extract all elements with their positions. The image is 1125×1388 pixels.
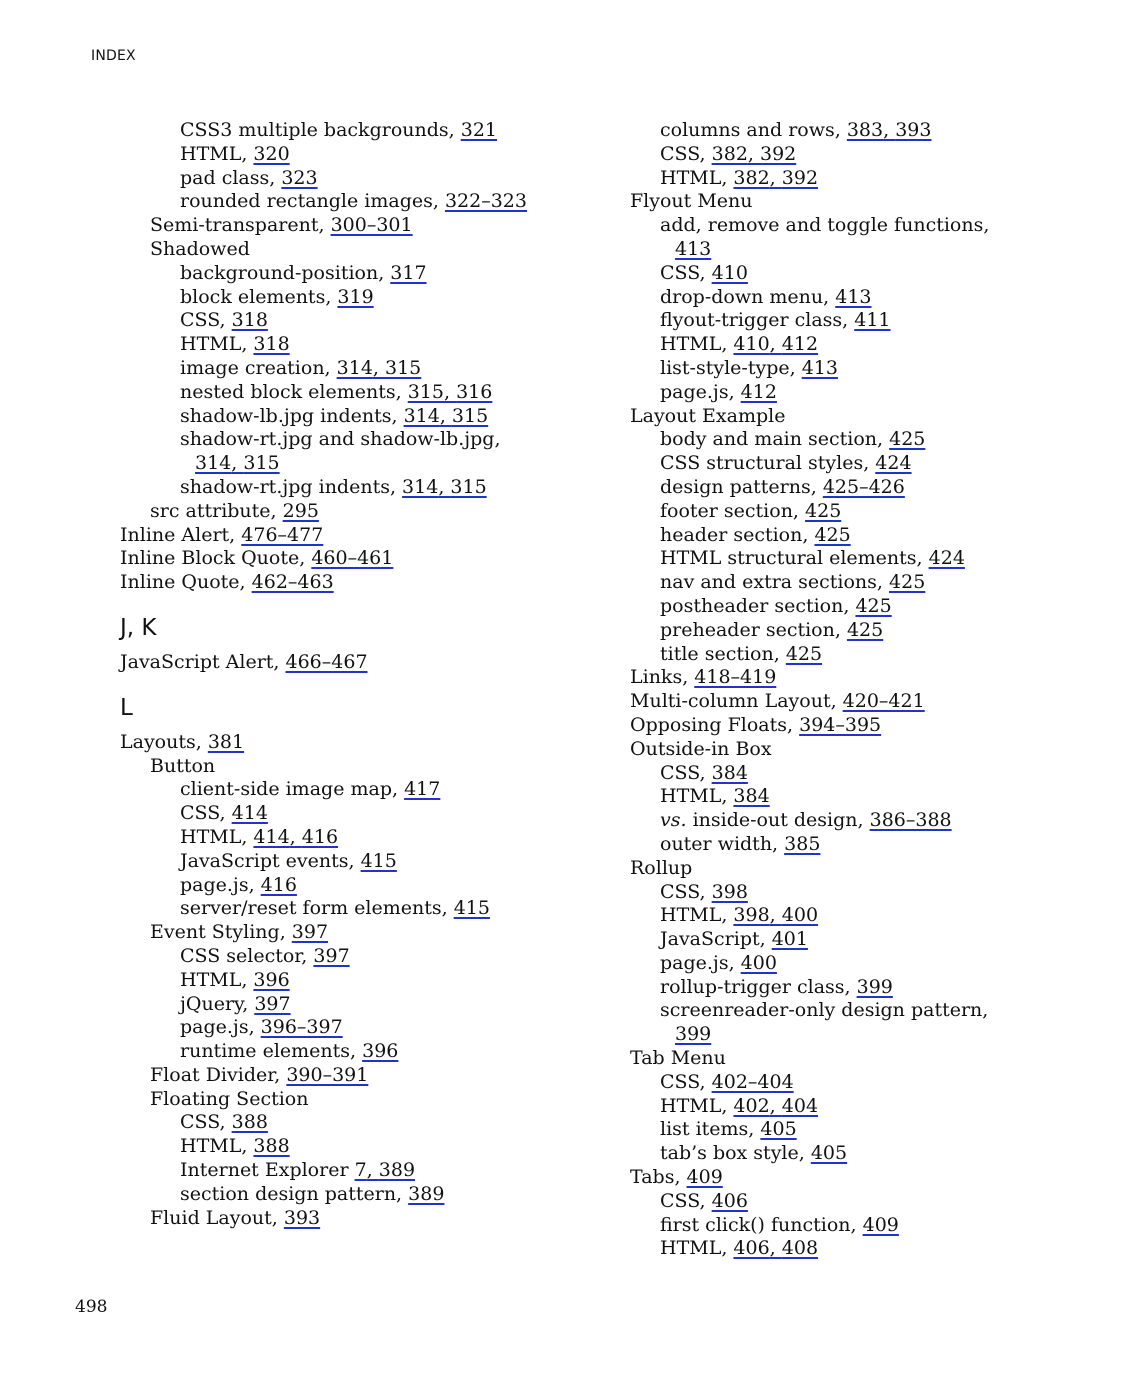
- entry-term: CSS,: [660, 761, 712, 784]
- index-entry: [120, 547, 590, 571]
- index-entry: [120, 1064, 590, 1088]
- section-heading: J, K: [120, 614, 157, 641]
- entry-term: CSS,: [660, 1189, 712, 1212]
- page-link[interactable]: 390–391: [286, 1063, 369, 1086]
- page-link[interactable]: 319: [337, 285, 374, 308]
- index-entry: [630, 262, 1110, 286]
- page-link[interactable]: 410: [733, 333, 770, 356]
- page-link[interactable]: 314: [195, 452, 232, 475]
- page-link[interactable]: 413: [801, 356, 838, 379]
- entry-term: HTML,: [660, 1094, 734, 1117]
- entry-term: src attribute,: [150, 499, 283, 522]
- entry-term: HTML,: [180, 968, 254, 991]
- entry-term: columns and rows,: [660, 119, 847, 141]
- entry-term: HTML,: [660, 166, 734, 189]
- page-link[interactable]: 300–301: [330, 214, 413, 237]
- page-link[interactable]: 424: [928, 547, 965, 570]
- entry-term: Inline Block Quote,: [120, 547, 312, 570]
- index-entry: [630, 452, 1110, 476]
- index-entry: [630, 643, 1110, 667]
- page-separator: ,: [289, 825, 302, 848]
- index-column-left: [120, 119, 590, 1230]
- index-entry: [120, 452, 590, 476]
- entry-term: HTML,: [180, 825, 254, 848]
- page-link[interactable]: 382: [711, 142, 748, 165]
- entry-term: block elements,: [180, 285, 338, 308]
- entry-term: CSS,: [660, 880, 712, 903]
- index-entry: [120, 969, 590, 993]
- page-link[interactable]: 316: [456, 380, 493, 403]
- page-link[interactable]: 318: [253, 333, 290, 356]
- index-entry: [120, 802, 590, 826]
- entry-term: shadow-rt.jpg and shadow-lb.jpg,: [180, 428, 501, 451]
- page-separator: ,: [769, 904, 782, 927]
- index-entry: [630, 1237, 1110, 1261]
- entry-term: HTML,: [660, 785, 734, 808]
- page-link[interactable]: 425: [785, 642, 823, 665]
- entry-term: Flyout Menu: [630, 190, 753, 213]
- page-link[interactable]: 415: [453, 897, 490, 920]
- page-link[interactable]: 418–419: [694, 666, 777, 689]
- index-entry: [630, 762, 1110, 786]
- page-link[interactable]: 476–477: [241, 523, 324, 546]
- page-link[interactable]: 399: [856, 975, 893, 998]
- index-entry: [630, 190, 1110, 214]
- entry-term: Event Styling,: [150, 921, 292, 944]
- index-entry: [630, 238, 1110, 262]
- page-link[interactable]: 412: [781, 333, 819, 356]
- page-link[interactable]: 315: [243, 452, 280, 475]
- index-entry: [120, 476, 590, 500]
- index-entry: [630, 928, 1110, 952]
- index-entry: [630, 999, 1110, 1023]
- page-link[interactable]: 323: [281, 166, 318, 189]
- index-entry: [120, 921, 590, 945]
- page-link[interactable]: 411: [854, 309, 891, 332]
- page-link[interactable]: 393: [895, 119, 932, 141]
- index-entry: [630, 381, 1110, 405]
- page-link[interactable]: 315: [451, 404, 489, 427]
- entry-term: CSS,: [660, 1070, 712, 1093]
- index-entry: [120, 381, 590, 405]
- entry-term: HTML,: [660, 904, 734, 927]
- entry-term: body and main section,: [660, 428, 890, 451]
- index-entry: [630, 595, 1110, 619]
- page-link[interactable]: 410: [711, 261, 748, 284]
- index-entry: [120, 262, 590, 286]
- entry-term: Float Divider,: [150, 1063, 287, 1086]
- entry-term: Floating Section: [150, 1087, 309, 1110]
- index-entry: [630, 1190, 1110, 1214]
- index-entry: [120, 1159, 590, 1183]
- index-entry: [630, 1118, 1110, 1142]
- page-link[interactable]: 466–467: [285, 650, 368, 673]
- entry-term: Inline Quote,: [120, 571, 252, 594]
- page-link[interactable]: 392: [781, 166, 819, 189]
- page-link[interactable]: 405: [760, 1118, 797, 1141]
- index-entry: [120, 309, 590, 333]
- page-link[interactable]: 402–404: [711, 1070, 794, 1093]
- page-link[interactable]: 399: [675, 1023, 712, 1046]
- page-link[interactable]: 389: [408, 1182, 445, 1205]
- index-entry: [120, 1111, 590, 1135]
- index-entry: [120, 524, 590, 548]
- index-column-right: [630, 119, 1110, 1261]
- entry-term: Inline Alert,: [120, 523, 242, 546]
- entry-term: outer width,: [660, 832, 785, 855]
- index-entry: [120, 651, 590, 675]
- entry-term: Semi-transparent,: [150, 214, 331, 237]
- entry-term: image creation,: [180, 356, 337, 379]
- index-entry: [630, 547, 1110, 571]
- entry-term: rounded rectangle images,: [180, 190, 445, 213]
- page-link[interactable]: 412: [740, 380, 777, 403]
- entry-term: CSS,: [180, 309, 232, 332]
- index-entry: [120, 778, 590, 802]
- page-link[interactable]: 414: [253, 825, 290, 848]
- index-entry: [630, 714, 1110, 738]
- entry-term: nested block elements,: [180, 380, 408, 403]
- page-link[interactable]: 396–397: [260, 1016, 343, 1039]
- index-entry: [120, 190, 590, 214]
- index-entry: [120, 1040, 590, 1064]
- page-link[interactable]: 397: [313, 944, 350, 967]
- page-link[interactable]: 425: [846, 618, 884, 641]
- entry-term: JavaScript Alert,: [120, 650, 286, 673]
- index-entry: [630, 1142, 1110, 1166]
- page-separator: ,: [769, 1094, 782, 1117]
- page-link[interactable]: 414: [231, 802, 268, 825]
- entry-term: pad class,: [180, 166, 282, 189]
- page-link[interactable]: 400: [740, 951, 777, 974]
- index-entry: [120, 1207, 590, 1231]
- page-link[interactable]: 400: [781, 904, 819, 927]
- index-entry: [120, 143, 590, 167]
- index-entry: [630, 286, 1110, 310]
- page-link[interactable]: 401: [771, 928, 808, 951]
- entry-term: HTML,: [180, 142, 254, 165]
- entry-term: Links,: [630, 666, 695, 689]
- page-link[interactable]: 404: [781, 1094, 819, 1117]
- index-entry: [120, 238, 590, 262]
- entry-term: tab’s box style,: [660, 1142, 811, 1165]
- page-link[interactable]: 315: [450, 475, 487, 498]
- entry-term: title section,: [660, 642, 786, 665]
- page-link[interactable]: 408: [781, 1237, 819, 1260]
- index-entry: [120, 428, 590, 452]
- entry-term: footer section,: [660, 499, 806, 522]
- entry-term: JavaScript,: [660, 928, 772, 951]
- index-entry: [120, 993, 590, 1017]
- page-link[interactable]: 409: [862, 1213, 899, 1236]
- page-number: 498: [75, 1297, 108, 1317]
- page-link[interactable]: 320: [253, 142, 290, 165]
- entry-term: jQuery,: [180, 992, 255, 1015]
- index-entry: [630, 1047, 1110, 1071]
- index-entry: [630, 333, 1110, 357]
- page-link[interactable]: 392: [760, 142, 797, 165]
- entry-term: CSS3 multiple backgrounds,: [180, 119, 461, 141]
- entry-term: screenreader-only design pattern,: [660, 999, 989, 1022]
- index-entry: [630, 500, 1110, 524]
- page-link[interactable]: 384: [733, 785, 770, 808]
- entry-term: HTML,: [660, 333, 734, 356]
- page-link[interactable]: 425: [889, 571, 926, 594]
- entry-term: CSS,: [660, 142, 712, 165]
- index-entry: [120, 755, 590, 779]
- entry-term: flyout-trigger class,: [660, 309, 855, 332]
- entry-term: CSS,: [660, 261, 712, 284]
- page-link[interactable]: 409: [686, 1166, 723, 1189]
- page-link[interactable]: 425: [805, 499, 842, 522]
- entry-term: HTML,: [180, 333, 254, 356]
- entry-term: nav and extra sections,: [660, 571, 890, 594]
- entry-term: Opposing Floats,: [630, 713, 800, 736]
- entry-term: CSS,: [180, 1111, 232, 1134]
- index-entry: [120, 874, 590, 898]
- index-entry: [120, 333, 590, 357]
- index-entry: [630, 690, 1110, 714]
- page-link[interactable]: 388: [253, 1135, 290, 1158]
- page-link[interactable]: 396: [362, 1040, 399, 1063]
- page-link[interactable]: 425: [855, 594, 892, 617]
- index-entry: [630, 785, 1110, 809]
- page-separator: ,: [883, 119, 896, 141]
- entry-term: runtime elements,: [180, 1040, 363, 1063]
- index-entry: [630, 524, 1110, 548]
- index-entry: [630, 904, 1110, 928]
- entry-term: list items,: [660, 1118, 761, 1141]
- page-separator: ,: [443, 380, 457, 403]
- page-separator: ,: [231, 452, 244, 475]
- page-link[interactable]: 460–461: [311, 547, 394, 570]
- page-link[interactable]: 397: [291, 921, 329, 944]
- page-separator: ,: [769, 166, 782, 189]
- index-entry: [120, 500, 590, 524]
- index-entry: [120, 731, 590, 755]
- page-link[interactable]: 384: [711, 761, 748, 784]
- page-link[interactable]: 7: [354, 1159, 367, 1182]
- index-entry: [630, 119, 1110, 143]
- entry-term: Tab Menu: [630, 1047, 726, 1070]
- index-entry: [120, 405, 590, 429]
- page-link[interactable]: 413: [835, 285, 872, 308]
- index-entry: [630, 405, 1110, 429]
- page-link[interactable]: 314: [403, 404, 440, 427]
- index-entry: [630, 1071, 1110, 1095]
- entry-term: shadow-rt.jpg indents,: [180, 475, 403, 498]
- entry-term: Tabs,: [630, 1166, 687, 1189]
- page-link[interactable]: 425–426: [822, 475, 905, 498]
- entry-term: Outside-in Box: [630, 737, 772, 760]
- page-link[interactable]: 413: [675, 237, 712, 260]
- page-link[interactable]: 394–395: [799, 713, 882, 736]
- entry-term: HTML,: [660, 1237, 734, 1260]
- index-entry: [120, 945, 590, 969]
- index-entry: [630, 476, 1110, 500]
- index-entry: [120, 119, 590, 143]
- index-entry: [630, 143, 1110, 167]
- index-entry: [630, 881, 1110, 905]
- page-link[interactable]: 295: [282, 499, 319, 522]
- entry-term: first click() function,: [660, 1213, 863, 1236]
- index-entry: [120, 1088, 590, 1112]
- page-link[interactable]: 425: [814, 523, 851, 546]
- entry-term: client-side image map,: [180, 778, 405, 801]
- index-entry: [120, 214, 590, 238]
- entry-term: shadow-lb.jpg indents,: [180, 404, 404, 427]
- entry-term: Button: [150, 754, 216, 777]
- page-link[interactable]: 420–421: [842, 690, 925, 713]
- entry-term: Rollup: [630, 856, 693, 879]
- page-separator: ,: [769, 1237, 782, 1260]
- entry-term: Internet Explorer: [180, 1159, 355, 1182]
- entry-term: section design pattern,: [180, 1182, 409, 1205]
- entry-term: HTML,: [180, 1135, 254, 1158]
- page-link[interactable]: 396: [253, 968, 290, 991]
- page-link[interactable]: 406: [711, 1189, 748, 1212]
- entry-term: CSS structural styles,: [660, 452, 876, 475]
- index-entry: [120, 286, 590, 310]
- entry-term: Fluid Layout,: [150, 1206, 284, 1229]
- running-header: INDEX: [91, 48, 136, 64]
- page-link[interactable]: 402: [733, 1094, 770, 1117]
- entry-term: inside-out design,: [686, 809, 870, 832]
- index-entry: [630, 1166, 1110, 1190]
- index-entry: [120, 1016, 590, 1040]
- entry-term: page.js,: [180, 873, 261, 896]
- page-link[interactable]: 393: [283, 1206, 321, 1229]
- entry-term: add, remove and toggle functions,: [660, 214, 990, 237]
- page-separator: ,: [372, 356, 385, 379]
- index-entry: [630, 214, 1110, 238]
- entry-term: rollup-trigger class,: [660, 975, 857, 998]
- page-link[interactable]: 317: [390, 261, 427, 284]
- page-link[interactable]: 314: [402, 475, 439, 498]
- index-entry: [120, 850, 590, 874]
- entry-term: HTML structural elements,: [660, 547, 929, 570]
- index-entry: [120, 167, 590, 191]
- page-link[interactable]: 416: [260, 873, 297, 896]
- page-link[interactable]: 405: [810, 1142, 848, 1165]
- page-link[interactable]: 425: [889, 428, 926, 451]
- entry-term: CSS selector,: [180, 944, 314, 967]
- index-entry: [630, 167, 1110, 191]
- page-link[interactable]: 315: [385, 356, 422, 379]
- index-entry: [630, 309, 1110, 333]
- section-heading: L: [120, 694, 133, 721]
- index-entry: [120, 571, 590, 595]
- page-link[interactable]: 416: [301, 825, 339, 848]
- index-entry: [120, 897, 590, 921]
- page-link[interactable]: 385: [784, 832, 821, 855]
- index-entry: [630, 619, 1110, 643]
- page-link[interactable]: 406: [733, 1237, 770, 1260]
- entry-term: header section,: [660, 523, 815, 546]
- page-link[interactable]: 315: [407, 380, 444, 403]
- page-link[interactable]: 318: [231, 309, 268, 332]
- page-separator: ,: [439, 404, 452, 427]
- entry-term: postheader section,: [660, 594, 856, 617]
- page-link[interactable]: 462–463: [251, 571, 334, 594]
- entry-italic-prefix: vs.: [660, 809, 687, 832]
- index-entry: [630, 952, 1110, 976]
- page-separator: ,: [366, 1159, 379, 1182]
- entry-term: page.js,: [660, 951, 741, 974]
- index-entry: [630, 428, 1110, 452]
- index-entry: [120, 826, 590, 850]
- index-entry: [120, 357, 590, 381]
- entry-term: page.js,: [660, 380, 741, 403]
- index-entry: [120, 1135, 590, 1159]
- page-link[interactable]: 386–388: [869, 809, 952, 832]
- page-link[interactable]: 398: [711, 880, 748, 903]
- index-entry: [630, 738, 1110, 762]
- page-link[interactable]: 381: [207, 730, 245, 753]
- entry-term: Shadowed: [150, 237, 250, 260]
- entry-term: Layouts,: [120, 730, 208, 753]
- entry-term: list-style-type,: [660, 356, 802, 379]
- index-entry: [630, 1095, 1110, 1119]
- entry-term: server/reset form elements,: [180, 897, 454, 920]
- index-entry: [630, 976, 1110, 1000]
- page-link[interactable]: 321: [460, 119, 497, 141]
- entry-term: CSS,: [180, 802, 232, 825]
- entry-term: background-position,: [180, 261, 391, 284]
- index-entry: [630, 357, 1110, 381]
- index-entry: [630, 833, 1110, 857]
- entry-term: design patterns,: [660, 475, 823, 498]
- page-link[interactable]: 383: [846, 119, 884, 141]
- page-link[interactable]: 388: [231, 1111, 268, 1134]
- entry-term: JavaScript events,: [180, 849, 361, 872]
- index-entry: [630, 857, 1110, 881]
- index-entry: [630, 571, 1110, 595]
- page-link[interactable]: 389: [378, 1159, 416, 1182]
- index-entry: [120, 1183, 590, 1207]
- page-link[interactable]: 398: [733, 904, 770, 927]
- index-entry: [630, 1023, 1110, 1047]
- page-link[interactable]: 382: [733, 166, 770, 189]
- page-link[interactable]: 322–323: [444, 190, 527, 213]
- entry-term: Multi-column Layout,: [630, 690, 843, 713]
- page-link[interactable]: 314: [336, 356, 373, 379]
- page-separator: ,: [769, 333, 782, 356]
- page-link[interactable]: 415: [360, 849, 397, 872]
- entry-term: drop-down menu,: [660, 285, 836, 308]
- entry-term: page.js,: [180, 1016, 261, 1039]
- page-link[interactable]: 397: [254, 992, 291, 1015]
- index-entry: [630, 666, 1110, 690]
- page-link[interactable]: 424: [875, 452, 912, 475]
- index-entry: [630, 1214, 1110, 1238]
- page-separator: ,: [747, 142, 760, 165]
- entry-term: Layout Example: [630, 404, 786, 427]
- page-link[interactable]: 417: [404, 778, 441, 801]
- page-separator: ,: [438, 475, 451, 498]
- entry-term: preheader section,: [660, 618, 847, 641]
- index-entry: [630, 809, 1110, 833]
